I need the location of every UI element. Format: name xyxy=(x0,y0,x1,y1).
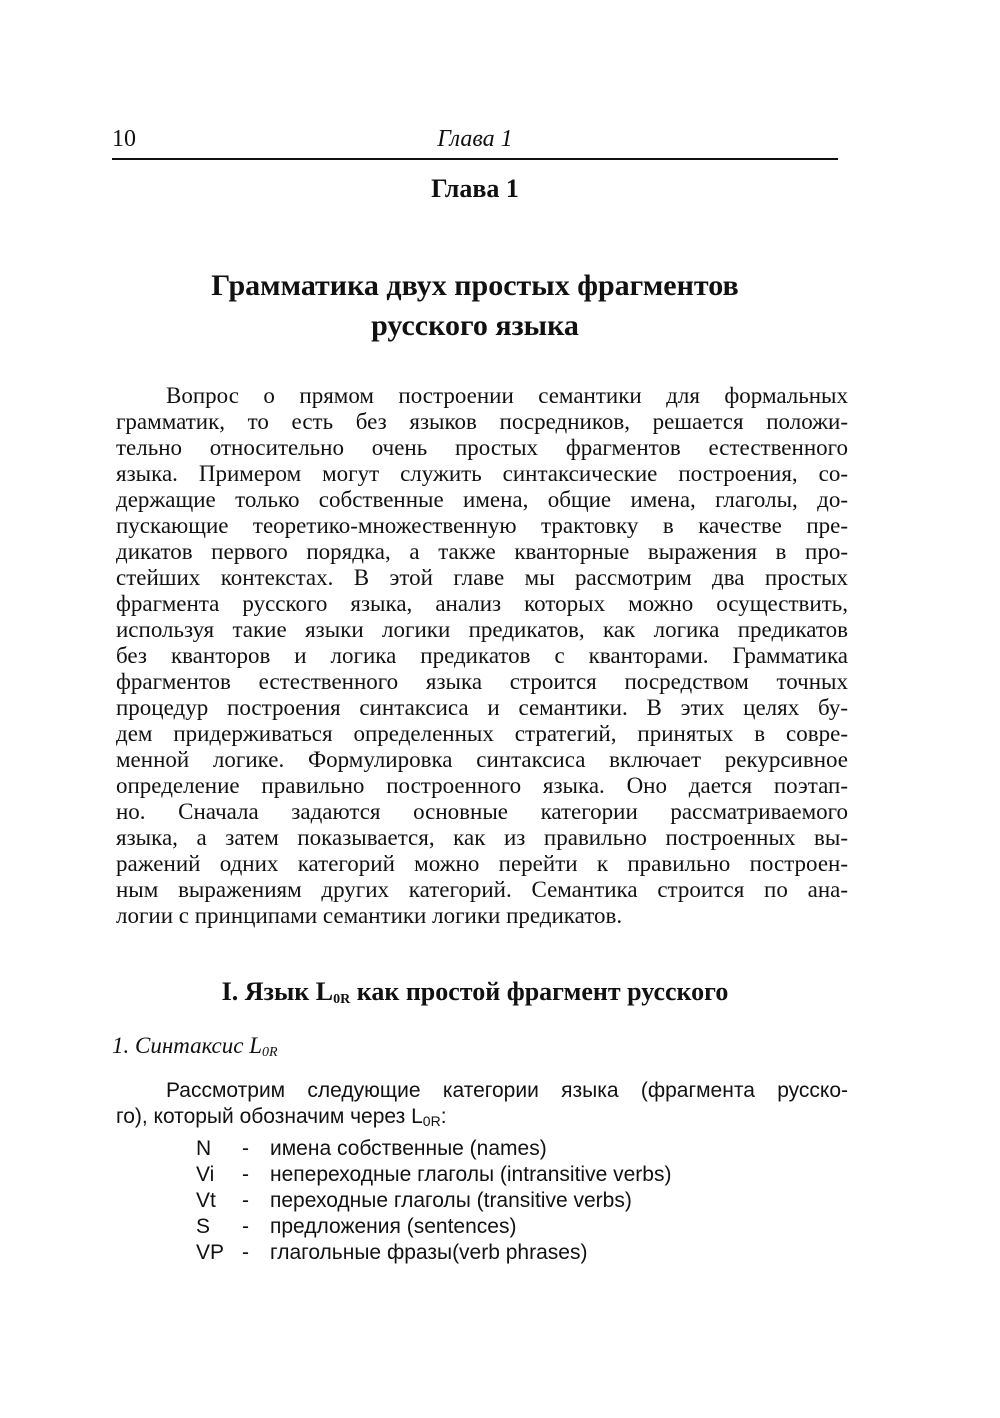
chapter-title-line: Грамматика двух простых фрагментов xyxy=(211,269,739,302)
paragraph-line xyxy=(116,1104,848,1130)
paragraph-line: фрагмента русского языка, анализ которых можно осуществить, xyxy=(116,591,848,616)
paragraph-line-suffix: : xyxy=(440,1105,447,1128)
category-code: VP xyxy=(196,1241,225,1264)
section-heading-prefix: I. Язык L xyxy=(221,977,334,1006)
chapter-label: Глава 1 xyxy=(431,174,519,203)
language-subscript: 0R xyxy=(422,1113,441,1129)
category-description: переходные глаголы (transitive verbs) xyxy=(270,1189,632,1212)
category-code: Vi xyxy=(196,1163,215,1186)
paragraph-line: менной логике. Формулировка синтаксиса включает рекурсивное xyxy=(116,747,848,772)
category-description: предложения (sentences) xyxy=(270,1215,517,1238)
paragraph-line: Рассмотрим следующие категории языка (фрагмента русско- xyxy=(166,1079,848,1102)
categories-intro-paragraph xyxy=(116,1078,848,1130)
paragraph-line: Вопрос о прямом построении семантики для формальных xyxy=(166,383,848,408)
paragraph-line: дикатов первого порядка, а также кванторные выражения в про- xyxy=(116,539,848,564)
running-header xyxy=(112,122,838,160)
category-code: S xyxy=(196,1215,211,1238)
paragraph-line: ражений одних категорий можно перейти к правильно построен- xyxy=(116,851,848,876)
category-item xyxy=(196,1162,671,1188)
category-dash: - xyxy=(242,1241,249,1264)
category-code: Vt xyxy=(196,1189,216,1212)
paragraph-line: но. Сначала задаются основные категории рассматриваемого xyxy=(116,799,848,824)
category-list xyxy=(196,1136,671,1266)
paragraph-line: держащие только собственные имена, общие имена, глаголы, до- xyxy=(116,487,848,512)
paragraph-line-prefix: го), который обозначим через L xyxy=(116,1105,423,1128)
paragraph-line: дем придерживаться определенных стратегий, принятых в совре- xyxy=(116,721,848,746)
paragraph-line: определение правильно построенного языка. Оно дается поэтап- xyxy=(116,773,848,798)
chapter-title-line: русского языка xyxy=(371,309,579,342)
category-description: непереходные глаголы (intransitive verbs) xyxy=(270,1163,672,1186)
category-description: глагольные фразы(verb phrases) xyxy=(270,1241,588,1264)
category-description: имена собственные (names) xyxy=(270,1137,547,1160)
page-number: 10 xyxy=(112,126,136,152)
category-item xyxy=(196,1136,671,1162)
section-heading-subscript: 0R xyxy=(333,992,351,1007)
chapter-title xyxy=(112,266,838,346)
section-heading-suffix: как простой фрагмент русского xyxy=(350,977,729,1006)
paragraph-line: фрагментов естественного языка строится посредством точных xyxy=(116,669,848,694)
category-dash: - xyxy=(242,1189,249,1212)
category-code: N xyxy=(196,1137,212,1160)
category-dash: - xyxy=(242,1163,249,1186)
category-dash: - xyxy=(242,1215,249,1238)
subsection-heading-prefix: 1. Синтаксис L xyxy=(112,1033,262,1058)
paragraph-line: языка. Примером могут служить синтаксические построения, со- xyxy=(116,461,848,486)
paragraph-line: ным выражениям других категорий. Семантика строится по ана- xyxy=(116,877,848,902)
paragraph-line: стейших контекстах. В этой главе мы рассмотрим два простых xyxy=(116,565,848,590)
subsection-heading-subscript: 0R xyxy=(261,1045,278,1060)
category-item xyxy=(196,1214,671,1240)
subsection-heading xyxy=(112,1033,278,1059)
paragraph-line: процедур построения синтаксиса и семантики. В этих целях бу- xyxy=(116,695,848,720)
category-item xyxy=(196,1188,671,1214)
section-heading xyxy=(112,977,838,1007)
paragraph-line: тельно относительно очень простых фрагментов естественного xyxy=(116,435,848,460)
category-item xyxy=(196,1240,671,1266)
paragraph-line: пускающие теоретико-множественную трактовку в качестве пре- xyxy=(116,513,848,538)
intro-paragraph xyxy=(116,383,848,929)
paragraph-line: логии с принципами семантики логики предикатов. xyxy=(116,903,623,928)
running-title: Глава 1 xyxy=(437,126,513,152)
paragraph-line: языка, а затем показывается, как из правильно построенных вы- xyxy=(116,825,848,850)
category-dash: - xyxy=(242,1137,249,1160)
paragraph-line: грамматик, то есть без языков посредников, решается положи- xyxy=(116,409,848,434)
paragraph-line: используя такие языки логики предикатов, как логика предикатов xyxy=(116,617,848,642)
paragraph-line: без кванторов и логика предикатов с кванторами. Грамматика xyxy=(116,643,848,668)
